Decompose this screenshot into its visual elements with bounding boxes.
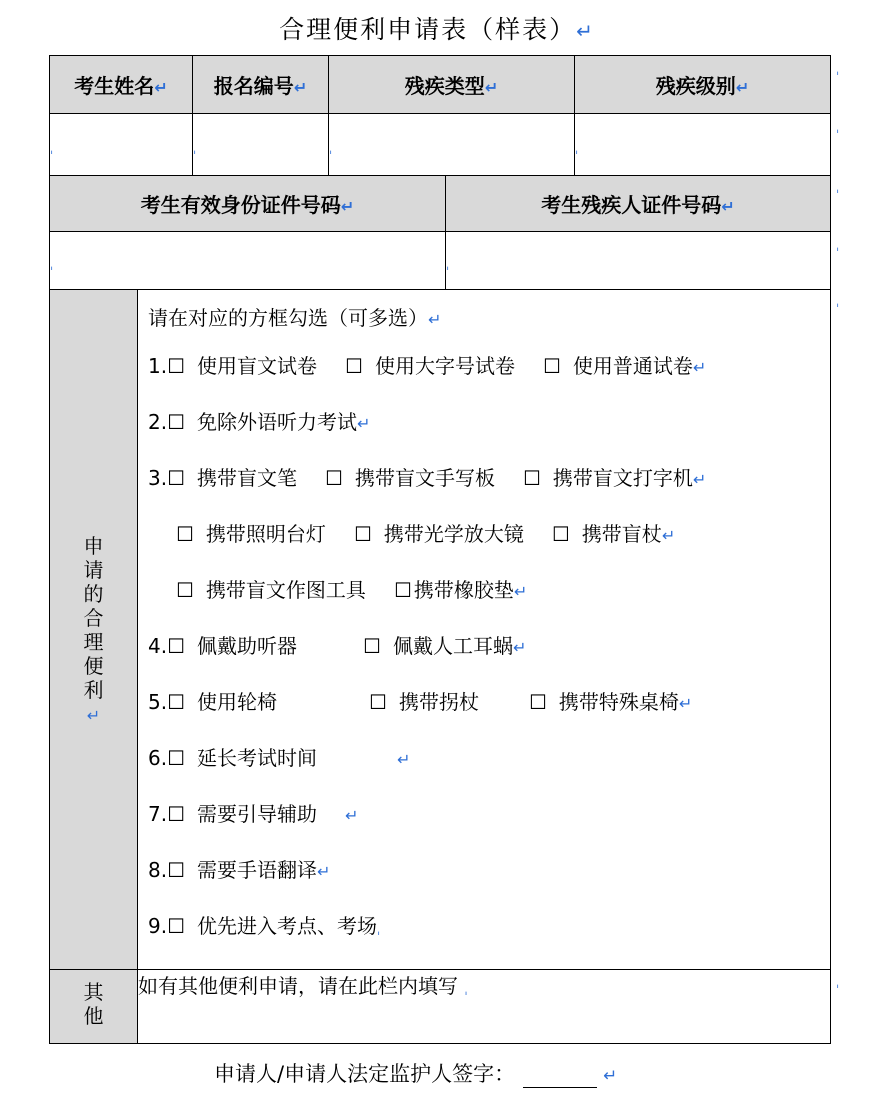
- checkbox-icon[interactable]: ☐: [353, 522, 372, 546]
- disability-type-field[interactable]: ˌ: [329, 114, 575, 176]
- option-label: 使用盲文试卷: [197, 354, 318, 378]
- checkbox-icon[interactable]: ☐: [393, 578, 412, 602]
- checkbox-icon[interactable]: ☐: [345, 354, 363, 378]
- other-side-label: [50, 970, 138, 1044]
- disability-cert-header: 考生残疾人证件号码↵: [446, 176, 831, 232]
- option-label: 使用大字号试卷: [374, 354, 515, 378]
- reg-no-header: 报名编号↵: [193, 56, 329, 114]
- option-label: 携带盲文作图工具: [205, 578, 366, 602]
- option-line-3c: ☐ 携带盲文作图工具 ☐ 携带橡胶垫↵: [148, 562, 830, 618]
- instruction-line: 请在对应的方框勾选（可多选）↵: [148, 306, 442, 330]
- option-label: 使用轮椅: [197, 690, 278, 714]
- option-line-6: 6.☐ 延长考试时间 ↵: [148, 730, 830, 786]
- side-label-text: 申请的合理便利: [83, 533, 104, 702]
- checkbox-icon[interactable]: ☐: [167, 410, 186, 434]
- signature-line: 申请人/申请人法定监护人签字： ↵: [214, 1062, 618, 1086]
- checkbox-icon[interactable]: ☐: [551, 522, 570, 546]
- applicant-info-row: [50, 114, 831, 176]
- option-label: 佩戴人工耳蜗: [392, 634, 513, 658]
- checkbox-icon[interactable]: ☐: [325, 466, 343, 490]
- id-no-field[interactable]: ˌ: [50, 232, 446, 290]
- option-label: 延长考试时间: [197, 746, 318, 770]
- checkbox-icon[interactable]: ☐: [167, 802, 186, 826]
- option-line-2: 2.☐ 免除外语听力考试↵: [148, 394, 830, 450]
- id-no-header: 考生有效身份证件号码↵: [50, 176, 446, 232]
- option-label: 携带盲文笔: [197, 466, 298, 490]
- checkbox-icon[interactable]: ☐: [167, 746, 186, 770]
- header-row: [50, 56, 831, 114]
- option-label: 免除外语听力考试: [197, 410, 358, 434]
- form-title-text: 合理便利申请表（样表）: [279, 15, 577, 44]
- row-end-mark-icon: ˌ: [836, 62, 840, 76]
- checkbox-icon[interactable]: ☐: [176, 522, 194, 546]
- row-end-mark-icon: ˌ: [836, 294, 840, 308]
- option-label: 需要手语翻译: [197, 858, 318, 882]
- row-end-mark-icon: ˌ: [836, 238, 840, 252]
- option-line-3b: ☐ 携带照明台灯 ☐ 携带光学放大镜 ☐ 携带盲杖↵: [148, 506, 830, 562]
- paragraph-mark-icon: ↵: [576, 19, 595, 43]
- option-label: 携带照明台灯: [205, 522, 326, 546]
- option-label: 携带橡胶垫: [413, 578, 514, 602]
- disability-type-header: 残疾类型↵: [329, 56, 575, 114]
- checkbox-icon[interactable]: ☐: [167, 466, 186, 490]
- name-header: 考生姓名↵: [50, 56, 193, 114]
- reg-no-field[interactable]: ˌ: [193, 114, 329, 176]
- name-field[interactable]: ˌ: [50, 114, 193, 176]
- id-header-row: [50, 176, 831, 232]
- other-row: [50, 970, 831, 1044]
- checkbox-icon[interactable]: ☐: [522, 466, 541, 490]
- other-label-text: 其他: [83, 980, 104, 1028]
- signature-blank[interactable]: [523, 1061, 597, 1088]
- option-label: 携带盲杖: [581, 522, 662, 546]
- accommodation-side-label: 申请的合理便利 ↵: [50, 290, 138, 970]
- option-line-8: 8.☐ 需要手语翻译↵: [148, 842, 830, 898]
- signature-label: 申请人/申请人法定监护人签字：: [214, 1062, 516, 1086]
- row-end-mark-icon: ˌ: [836, 975, 840, 989]
- checkbox-icon[interactable]: ☐: [369, 690, 387, 714]
- option-line-7: 7.☐ 需要引导辅助 ↵: [148, 786, 830, 842]
- option-label: 携带光学放大镜: [383, 522, 524, 546]
- option-label: 优先进入考点、考场: [197, 914, 378, 938]
- checkbox-icon[interactable]: ☐: [167, 354, 186, 378]
- form-title: [0, 10, 874, 46]
- option-label: 携带特殊桌椅: [558, 690, 679, 714]
- checkbox-icon[interactable]: ☐: [167, 690, 186, 714]
- id-value-row: [50, 232, 831, 290]
- option-label: 佩戴助听器: [197, 634, 298, 658]
- option-line-4: 4.☐ 佩戴助听器 ☐ 佩戴人工耳蜗↵: [148, 618, 830, 674]
- disability-cert-field[interactable]: ˌ: [446, 232, 831, 290]
- disability-level-header: 残疾级别↵: [575, 56, 831, 114]
- option-line-5: 5.☐ 使用轮椅 ☐ 携带拐杖 ☐ 携带特殊桌椅↵: [148, 674, 830, 730]
- option-line-1: 1.☐ 使用盲文试卷 ☐ 使用大字号试卷 ☐ 使用普通试卷↵: [148, 338, 830, 394]
- disability-level-field[interactable]: ˌ: [575, 114, 831, 176]
- checkbox-icon[interactable]: ☐: [167, 634, 186, 658]
- option-label: 使用普通试卷: [572, 354, 693, 378]
- option-label: 携带盲文手写板: [354, 466, 495, 490]
- checkbox-icon[interactable]: ☐: [528, 690, 547, 714]
- accommodation-options: [138, 290, 831, 970]
- checkbox-icon[interactable]: ☐: [363, 634, 381, 658]
- checkbox-icon[interactable]: ☐: [542, 354, 561, 378]
- accommodation-form-table: [49, 55, 831, 1044]
- checkbox-icon[interactable]: ☐: [176, 578, 194, 602]
- other-field[interactable]: 如有其他便利申请，请在此栏内填写 ˌ: [138, 970, 831, 1044]
- accommodation-row: [50, 290, 831, 970]
- option-line-3: 3.☐ 携带盲文笔 ☐ 携带盲文手写板 ☐ 携带盲文打字机↵: [148, 450, 830, 506]
- option-line-9: 9.☐ 优先进入考点、考场ˌ: [148, 898, 830, 954]
- row-end-mark-icon: ˌ: [836, 120, 840, 134]
- option-label: 携带盲文打字机: [552, 466, 693, 490]
- option-label: 需要引导辅助: [197, 802, 318, 826]
- checkbox-icon[interactable]: ☐: [167, 914, 186, 938]
- row-end-mark-icon: ˌ: [836, 180, 840, 194]
- option-label: 携带拐杖: [398, 690, 479, 714]
- checkbox-icon[interactable]: ☐: [167, 858, 186, 882]
